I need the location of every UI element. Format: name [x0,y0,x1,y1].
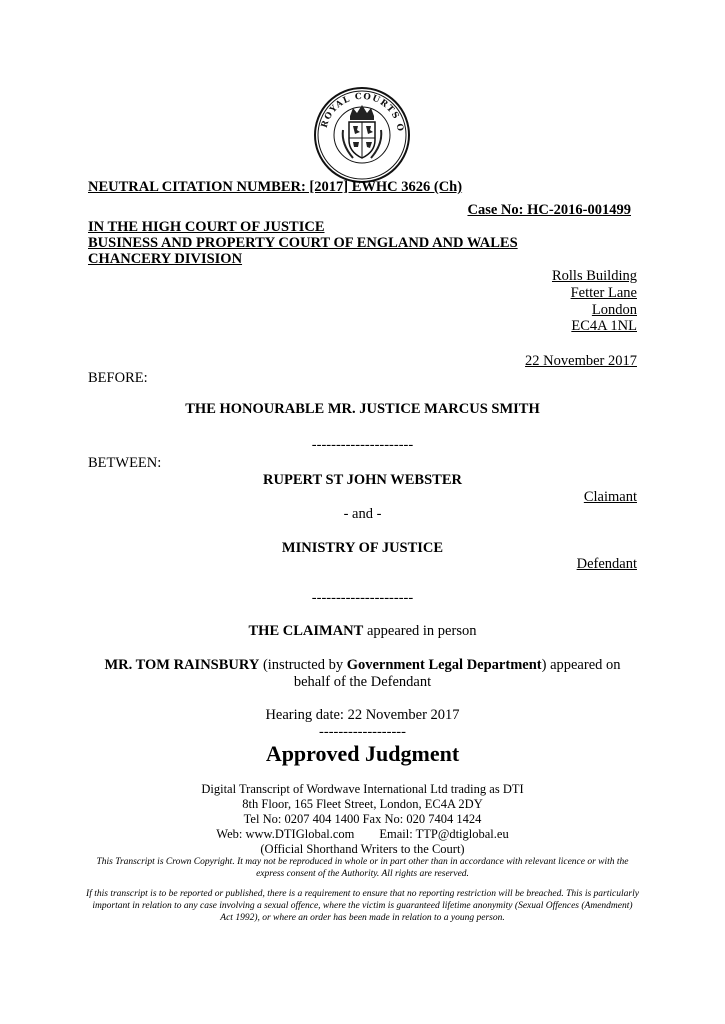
and-separator: - and - [343,506,382,522]
transcriber-line-5: (Official Shorthand Writers to the Court) [260,842,465,856]
court-line-2: BUSINESS AND PROPERTY COURT OF ENGLAND AND WALES [88,235,518,251]
transcriber-line-2: 8th Floor, 165 Fleet Street, London, EC4A 2DY [242,797,483,811]
claimant-name: RUPERT ST JOHN WEBSTER [263,472,462,488]
transcriber-line-4: Web: www.DTIGlobal.com Email: TTP@dtiglobal.eu [216,827,509,841]
defendant-name: MINISTRY OF JUSTICE [281,540,444,556]
address-line-4: EC4A 1NL [571,318,637,334]
case-number: Case No: HC-2016-001499 [467,202,631,218]
svg-text:ROYAL COURTS OF JUSTICE: ROYAL COURTS O [319,91,406,134]
judgment-date: 22 November 2017 [525,353,637,369]
hearing-date: Hearing date: 22 November 2017 [265,707,460,723]
divider: --------------------- [311,437,414,453]
claimant-appearance-name: THE CLAIMANT [248,623,364,639]
between-label: BETWEEN: [88,455,162,471]
counsel-appearance [88,657,637,674]
court-line-3: CHANCERY DIVISION [88,251,243,267]
transcriber-line-1: Digital Transcript of Wordwave International Ltd trading as DTI [201,782,524,796]
claimant-appearance [88,623,637,640]
hearing-divider: ------------------ [319,724,406,740]
address-line-2: Fetter Lane [570,285,637,301]
solicitor-name: Government Legal Department [346,657,542,673]
counsel-instructed-by: (instructed by [259,657,347,673]
defendant-role: Defendant [576,556,637,572]
transcriber-line-3: Tel No: 0207 404 1400 Fax No: 020 7404 1424 [243,812,482,826]
judgment-title: Approved Judgment [265,741,460,766]
neutral-citation: NEUTRAL CITATION NUMBER: [2017] EWHC 3626 (Ch) [88,179,463,195]
royal-courts-seal-icon [313,86,411,184]
counsel-appeared-on: ) appeared on [541,657,621,673]
claimant-role: Claimant [583,489,637,505]
copyright-notice: This Transcript is Crown Copyright. It may not be reproduced in whole or in part other than in accordance with relevant licence or with the express consent of the Authority. All rights are reserved. [96,857,629,879]
counsel-appearance-line2: behalf of the Defendant [293,674,432,690]
address-line-3: London [591,302,637,318]
address-line-1: Rolls Building [551,268,637,284]
claimant-appearance-text: appeared in person [363,623,477,639]
before-label: BEFORE: [88,370,148,386]
reporting-restriction-notice: If this transcript is to be reported or published, there is a requirement to ensure that no reporting restriction will be breached. This is particularly important in relation to any case involving a sexual offence, where the victim is guaranteed lifetime anonymity (Sexual Offences (Amendment) Act 1992), or where an order has been made in relation to a young person. [86,889,639,923]
court-line-1: IN THE HIGH COURT OF JUSTICE [88,219,325,235]
counsel-name: MR. TOM RAINSBURY [104,657,260,673]
judge-name: THE HONOURABLE MR. JUSTICE MARCUS SMITH [185,401,540,417]
divider: --------------------- [311,590,414,606]
